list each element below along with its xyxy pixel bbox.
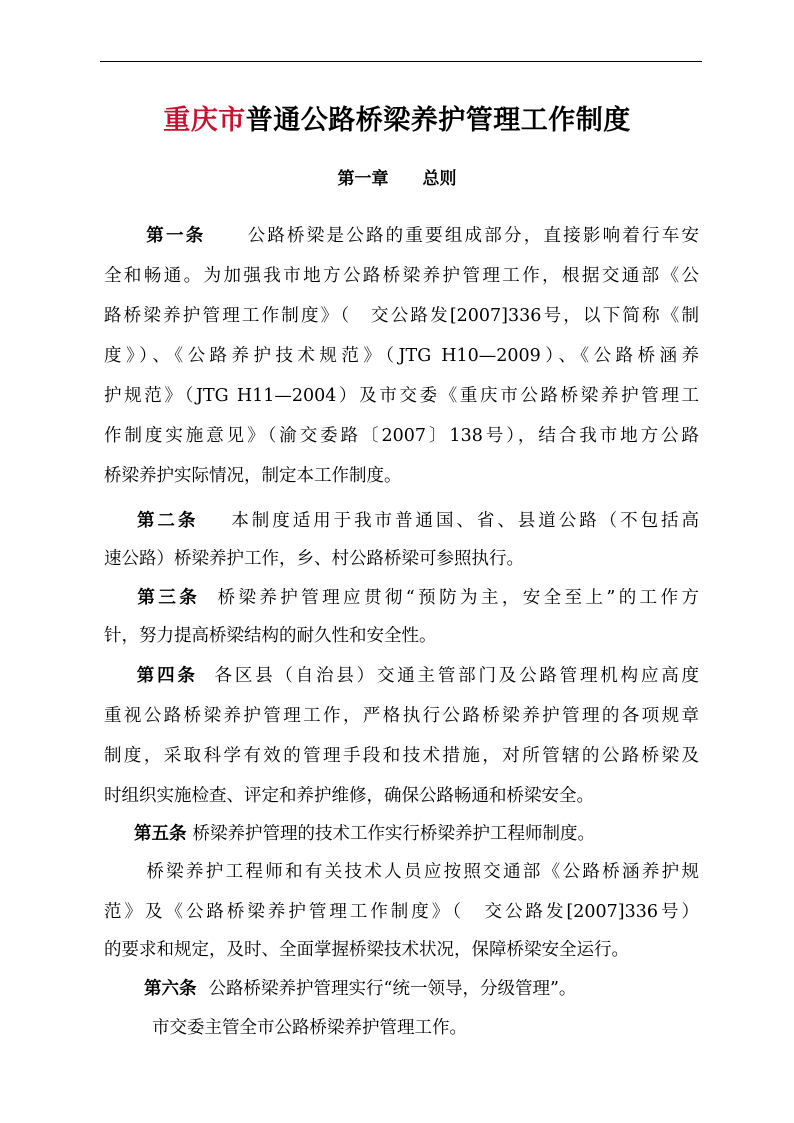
- article-1-label: 第一条: [144, 226, 206, 246]
- page-title: [0, 98, 794, 137]
- chapter-number: 第一章: [337, 169, 389, 189]
- article-3-label: 第三条: [134, 588, 201, 608]
- chapter-name: 总则: [422, 169, 457, 189]
- article-1-line-6: 作制度实施意见》（渝交委路〔2007〕138号），结合我市地方公路: [104, 426, 699, 446]
- paragraph-5b-line-1: 桥梁养护工程师和有关技术人员应按照交通部《公路桥涵养护规: [144, 862, 699, 882]
- article-1-line-2: 全和畅通。为加强我市地方公路桥梁养护管理工作，根据交通部《公: [104, 266, 699, 286]
- article-4-label: 第四条: [134, 666, 198, 686]
- chapter-heading: [0, 164, 794, 189]
- article-1-line-5: 护规范》（JTG H11—2004）及市交委《重庆市公路桥梁养护管理工: [104, 386, 699, 406]
- title-rest: 普通公路桥梁养护管理工作制度: [245, 105, 631, 136]
- paragraph-6b-line-1: 市交委主管全市公路桥梁养护管理工作。: [152, 1018, 467, 1038]
- article-2-line-1: 第二条 本制度适用于我市普通国、省、县道公路（不包括高: [134, 511, 699, 531]
- article-4-line-1: 第四条 各区县（自治县）交通主管部门及公路管理机构应高度: [134, 666, 699, 686]
- paragraph-5b-line-2: 范》及《公路桥梁养护管理工作制度》（ 交公路发[2007]336号）: [104, 902, 699, 922]
- article-5-line-1: 第五条 桥梁养护管理的技术工作实行桥梁养护工程师制度。: [134, 824, 595, 844]
- article-3-line-1: 第三条 桥梁养护管理应贯彻“预防为主，安全至上”的工作方: [134, 588, 699, 608]
- article-2-line-2: 速公路）桥梁养护工作，乡、村公路桥梁可参照执行。: [104, 549, 524, 569]
- article-4-line-2: 重视公路桥梁养护管理工作，严格执行公路桥梁养护管理的各项规章: [104, 706, 699, 726]
- article-1-line-7: 桥梁养护实际情况，制定本工作制度。: [104, 466, 402, 486]
- article-4-line-4: 时组织实施检查、评定和养护维修，确保公路畅通和桥梁安全。: [104, 786, 594, 806]
- article-6-line-1: 第六条 公路桥梁养护管理实行“统一领导，分级管理”。: [144, 979, 577, 999]
- article-1-line-4: 度》）、《公路养护技术规范》（JTG H10—2009）、《公路桥涵养: [104, 346, 699, 366]
- article-5-label: 第五条: [134, 824, 187, 844]
- article-1-line-3: 路桥梁养护管理工作制度》（ 交公路发[2007]336号，以下简称《制: [104, 306, 699, 326]
- article-6-label: 第六条: [144, 979, 197, 999]
- header-rule: [100, 61, 702, 62]
- article-3-line-2: 针，努力提高桥梁结构的耐久性和安全性。: [104, 626, 437, 646]
- article-2-label: 第二条: [134, 511, 199, 531]
- title-city: 重庆市: [163, 105, 246, 136]
- paragraph-5b-line-3: 的要求和规定，及时、全面掌握桥梁技术状况，保障桥梁安全运行。: [104, 940, 629, 960]
- article-4-line-3: 制度，采取科学有效的管理手段和技术措施，对所管辖的公路桥梁及: [104, 746, 699, 766]
- article-1-line-1: 第一条 公路桥梁是公路的重要组成部分，直接影响着行车安: [144, 226, 699, 246]
